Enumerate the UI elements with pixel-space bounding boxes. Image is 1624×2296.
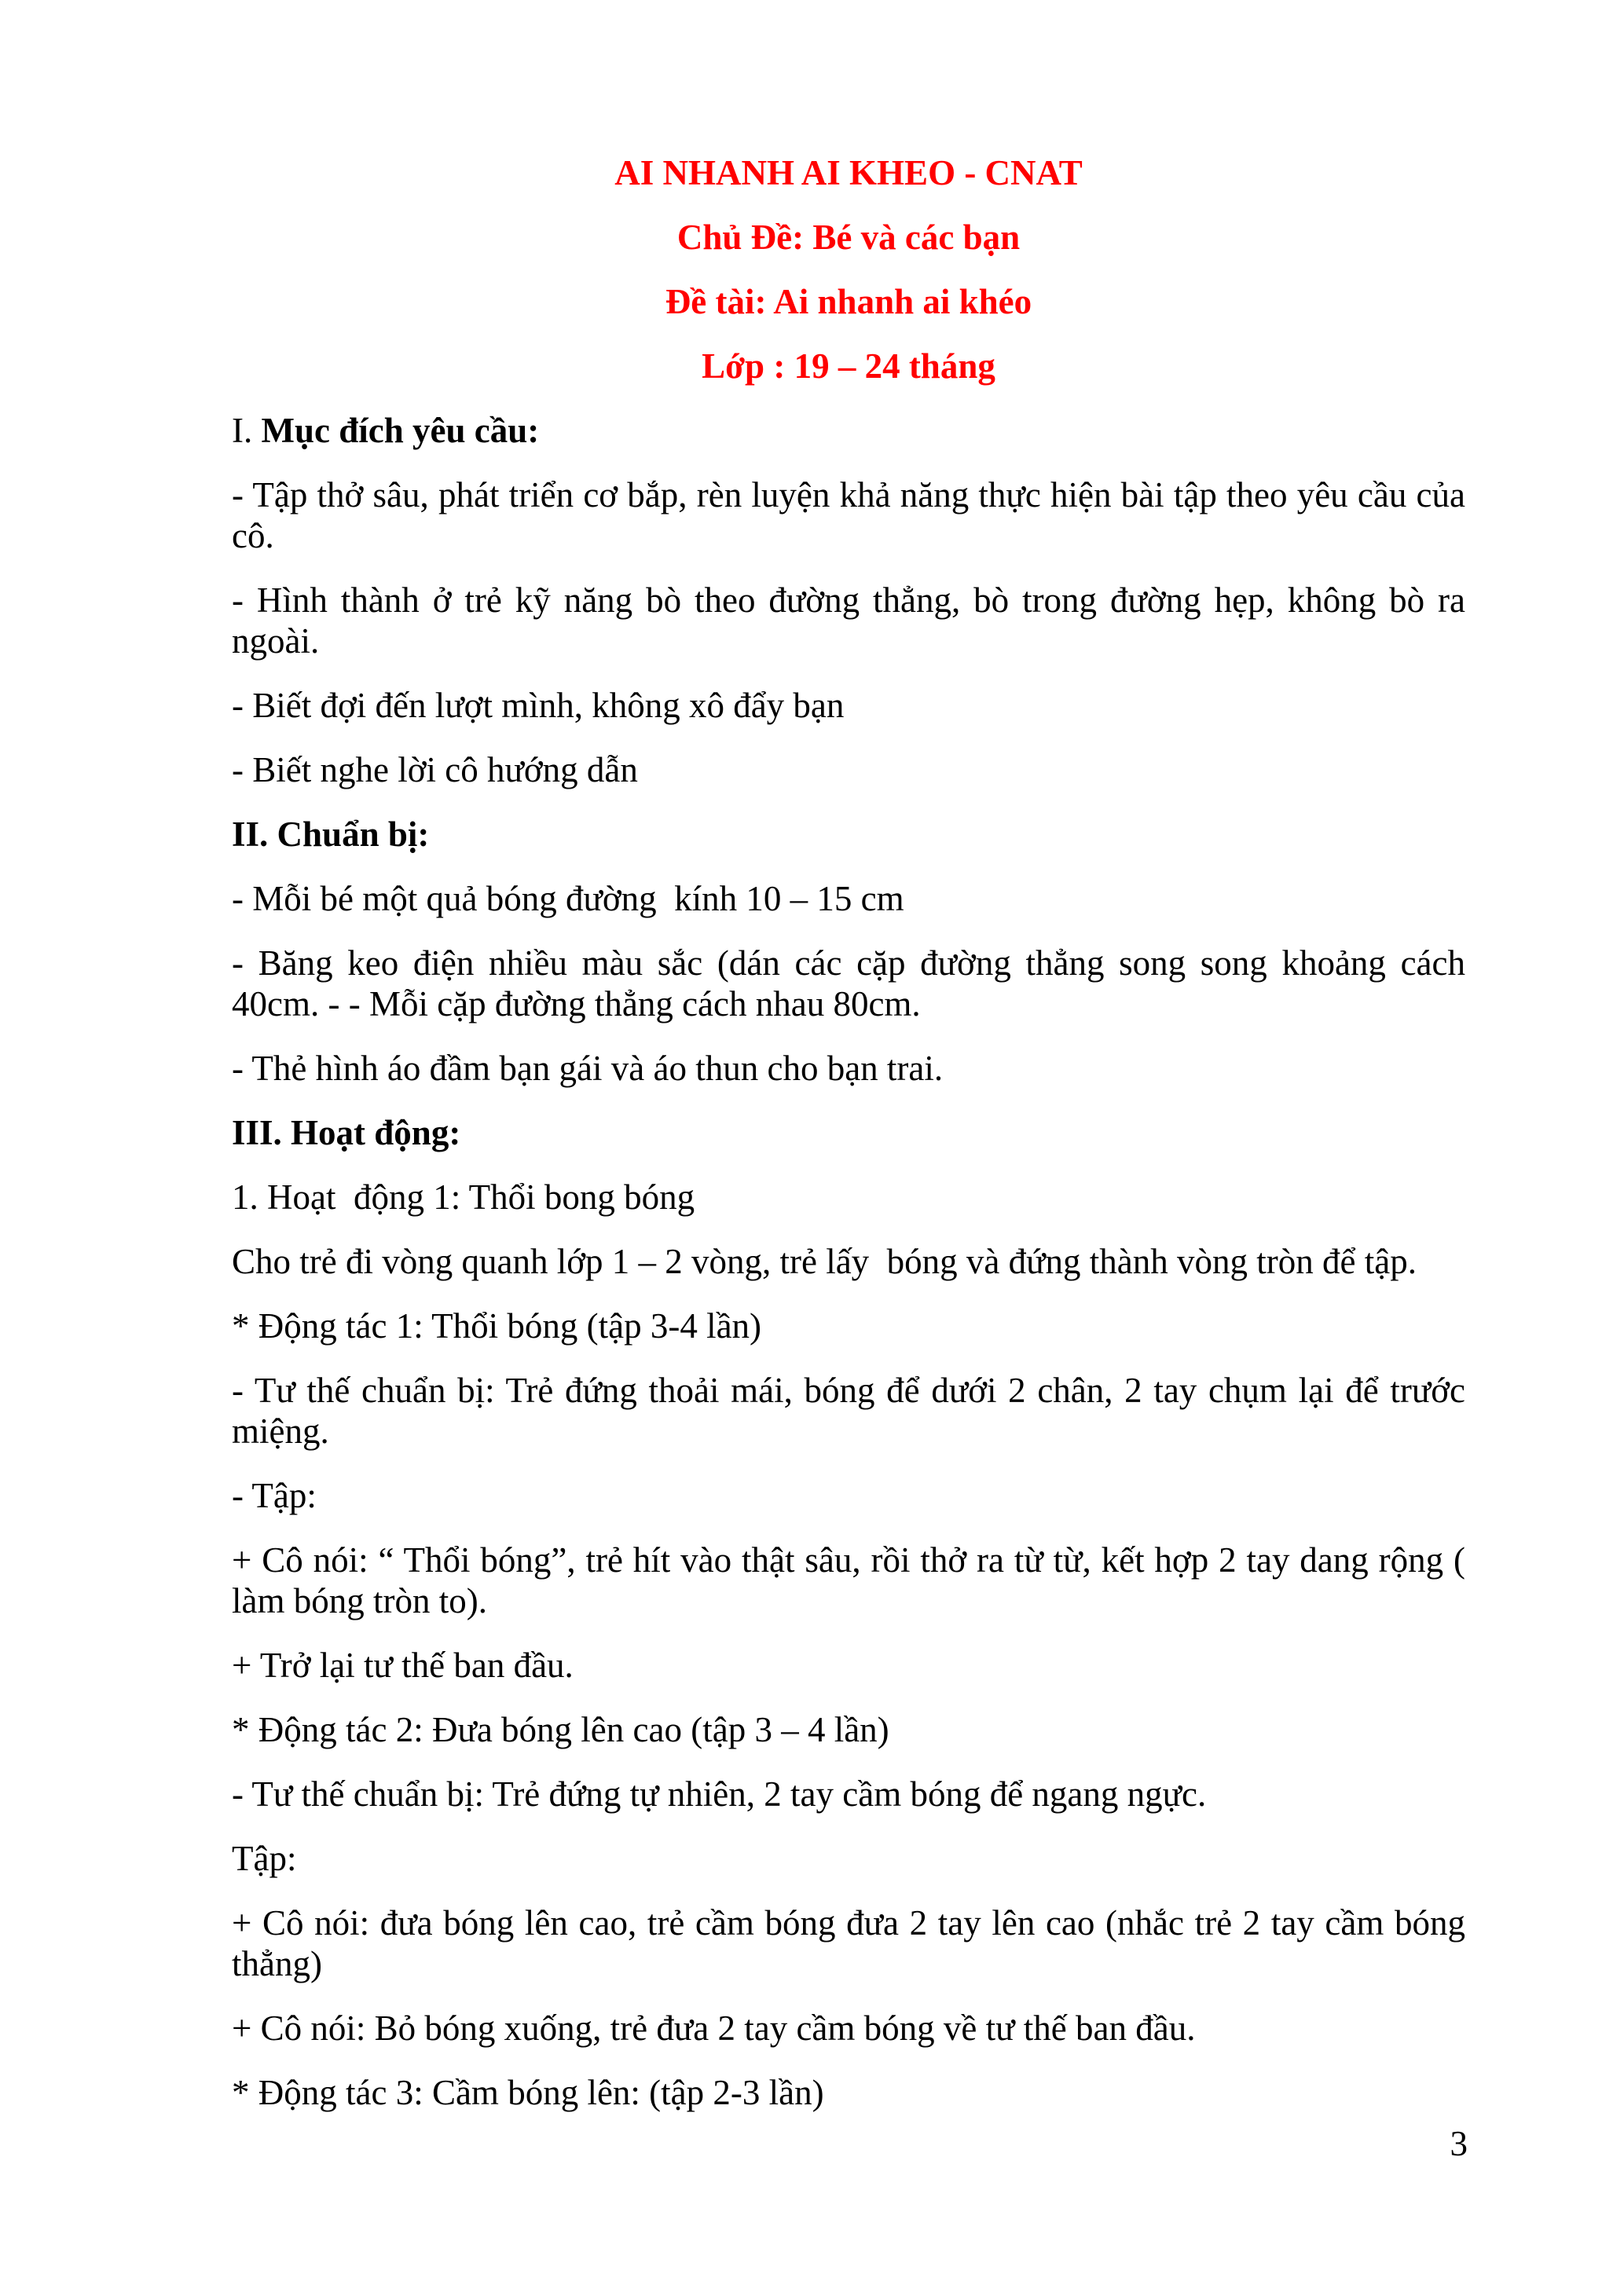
paragraph: + Cô nói: “ Thổi bóng”, trẻ hít vào thật sâu, rồi thở ra từ từ, kết hợp 2 tay dang rộng ( làm bóng tròn to). bbox=[232, 1540, 1465, 1620]
paragraph: - Tư thế chuẩn bị: Trẻ đứng tự nhiên, 2 tay cầm bóng để ngang ngực. bbox=[232, 1774, 1207, 1814]
paragraph: - Biết đợi đến lượt mình, không xô đẩy bạn bbox=[232, 686, 845, 725]
section-heading: II. Chuẩn bị: bbox=[232, 815, 430, 854]
paragraph: 1. Hoạt động 1: Thổi bong bóng bbox=[232, 1177, 695, 1217]
paragraph: + Cô nói: đưa bóng lên cao, trẻ cầm bóng đưa 2 tay lên cao (nhắc trẻ 2 tay cầm bóng thẳng) bbox=[232, 1903, 1465, 1983]
paragraph: + Trở lại tư thế ban đầu. bbox=[232, 1646, 574, 1685]
text-run: I. bbox=[232, 411, 253, 450]
title-line: Chủ Đề: Bé và các bạn bbox=[676, 218, 1021, 257]
paragraph: - Hình thành ở trẻ kỹ năng bò theo đường thẳng, bò trong đường hẹp, không bò ra ngoài. bbox=[232, 580, 1465, 661]
paragraph: - Tư thế chuẩn bị: Trẻ đứng thoải mái, bóng để dưới 2 chân, 2 tay chụm lại để trước miệng. bbox=[232, 1371, 1465, 1451]
paragraph: + Cô nói: Bỏ bóng xuống, trẻ đưa 2 tay cầm bóng về tư thế ban đầu. bbox=[232, 2009, 1196, 2048]
section-heading: III. Hoạt động: bbox=[232, 1113, 461, 1152]
title-line: Đề tài: Ai nhanh ai khéo bbox=[665, 282, 1032, 321]
title-line: AI NHANH AI KHEO - CNAT bbox=[614, 153, 1083, 192]
paragraph: Tập: bbox=[232, 1839, 297, 1878]
section-heading bbox=[232, 410, 1465, 451]
page-number: 3 bbox=[1450, 2124, 1468, 2163]
text-run: Mục đích yêu cầu: bbox=[252, 411, 540, 450]
paragraph: - Biết nghe lời cô hướng dẫn bbox=[232, 750, 638, 789]
paragraph: * Động tác 1: Thổi bóng (tập 3-4 lần) bbox=[232, 1306, 762, 1346]
paragraph: - Băng keo điện nhiều màu sắc (dán các cặp đường thẳng song song khoảng cách 40cm. - - Mỗi cặp đường thẳng cách nhau 80cm. bbox=[232, 943, 1465, 1023]
paragraph: * Động tác 2: Đưa bóng lên cao (tập 3 – 4 lần) bbox=[232, 1710, 889, 1749]
paragraph: - Tập: bbox=[232, 1476, 317, 1515]
title-line: Lớp : 19 – 24 tháng bbox=[702, 346, 995, 386]
paragraph: - Mỗi bé một quả bóng đường kính 10 – 15 cm bbox=[232, 879, 904, 918]
paragraph: Cho trẻ đi vòng quanh lớp 1 – 2 vòng, trẻ lấy bóng và đứng thành vòng tròn để tập. bbox=[232, 1242, 1417, 1281]
paragraph: - Tập thở sâu, phát triển cơ bắp, rèn luyện khả năng thực hiện bài tập theo yêu cầu của cô. bbox=[232, 475, 1465, 555]
paragraph: * Động tác 3: Cầm bóng lên: (tập 2-3 lần) bbox=[232, 2073, 824, 2112]
document-body bbox=[232, 152, 1465, 2137]
paragraph: - Thẻ hình áo đầm bạn gái và áo thun cho bạn trai. bbox=[232, 1049, 944, 1088]
